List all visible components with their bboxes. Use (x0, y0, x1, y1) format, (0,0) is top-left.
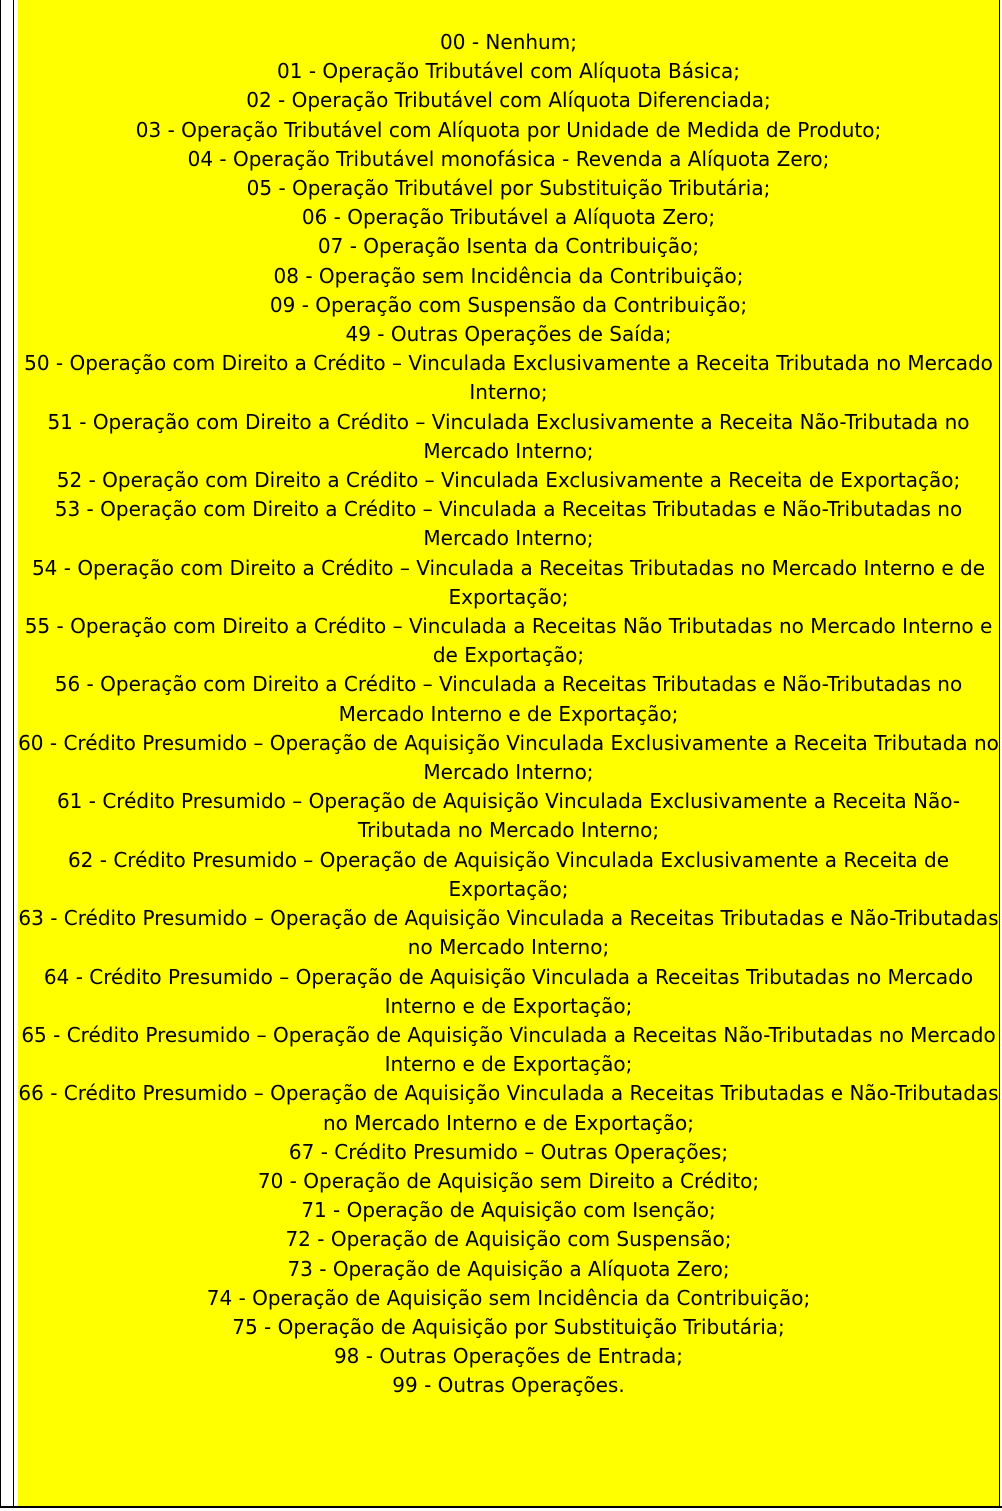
code-list-item: 98 - Outras Operações de Entrada; (333, 1344, 684, 1369)
code-list-item: 04 - Operação Tributável monofásica - Revenda a Alíquota Zero; (187, 146, 830, 171)
left-border (0, 0, 1, 1506)
code-list-item: 53 - Operação com Direito a Crédito – Vinculada a Receitas Tributadas e Não-Tributadas no Mercado Interno; (54, 497, 963, 551)
code-list-item: 51 - Operação com Direito a Crédito – Vinculada Exclusivamente a Receita Não-Tributada no Mercado Interno; (47, 409, 970, 463)
bottom-border (0, 1506, 1002, 1508)
code-list-item: 62 - Crédito Presumido – Operação de Aquisição Vinculada Exclusivamente a Receita de Exportação; (67, 847, 950, 901)
code-list-item: 75 - Operação de Aquisição por Substituição Tributária; (232, 1314, 785, 1339)
code-list-item: 56 - Operação com Direito a Crédito – Vinculada a Receitas Tributadas e Não-Tributadas no Mercado Interno e de Exportação; (54, 672, 963, 726)
code-list-item: 00 - Nenhum; (440, 30, 577, 54)
code-list-item: 72 - Operação de Aquisição com Suspensão; (285, 1227, 732, 1252)
code-list-item: 08 - Operação sem Incidência da Contribuição; (273, 263, 744, 288)
code-list-item: 73 - Operação de Aquisição a Alíquota Zero; (287, 1256, 730, 1281)
code-list-item: 54 - Operação com Direito a Crédito – Vinculada a Receitas Tributadas no Mercado Interno e de Exportação; (31, 555, 986, 609)
code-list-item: 01 - Operação Tributável com Alíquota Básica; (277, 59, 740, 84)
code-list-item: 50 - Operação com Direito a Crédito – Vinculada Exclusivamente a Receita Tributada no Mercado Interno; (24, 351, 993, 405)
code-list-item: 74 - Operação de Aquisição sem Incidência da Contribuição; (206, 1285, 811, 1310)
code-list-item: 02 - Operação Tributável com Alíquota Diferenciada; (246, 88, 771, 113)
code-list-item: 05 - Operação Tributável por Substituição Tributária; (246, 176, 771, 201)
code-list-item: 99 - Outras Operações. (392, 1373, 625, 1398)
column-divider (13, 0, 14, 1506)
code-list-item: 67 - Crédito Presumido – Outras Operações; (288, 1139, 729, 1164)
code-list-item: 66 - Crédito Presumido – Operação de Aquisição Vinculada a Receitas Tributadas e Não-Tributadas no Mercado Interno e de Exportação; (18, 1081, 999, 1135)
code-list-item: 60 - Crédito Presumido – Operação de Aquisição Vinculada Exclusivamente a Receita Tributada no Mercado Interno; (18, 730, 999, 785)
code-list-item: 65 - Crédito Presumido – Operação de Aquisição Vinculada a Receitas Não-Tributadas no Mercado Interno e de Exportação; (21, 1022, 996, 1077)
code-list-item: 70 - Operação de Aquisição sem Direito a Crédito; (257, 1168, 760, 1193)
code-list-item: 71 - Operação de Aquisição com Isenção; (301, 1198, 716, 1223)
code-list-item: 03 - Operação Tributável com Alíquota por Unidade de Medida de Produto; (135, 117, 882, 142)
cst-code-list (18, 0, 999, 1401)
code-list-item: 06 - Operação Tributável a Alíquota Zero; (301, 205, 716, 230)
code-list-item: 64 - Crédito Presumido – Operação de Aquisição Vinculada a Receitas Tributadas no Mercado Interno e de Exportação; (43, 964, 974, 1018)
code-list-item: 55 - Operação com Direito a Crédito – Vinculada a Receitas Não Tributadas no Mercado Interno e de Exportação; (24, 614, 993, 668)
code-list-item: 63 - Crédito Presumido – Operação de Aquisição Vinculada a Receitas Tributadas e Não-Tributadas no Mercado Interno; (18, 906, 999, 960)
code-list-item: 52 - Operação com Direito a Crédito – Vinculada Exclusivamente a Receita de Exportação; (56, 468, 961, 493)
highlighted-cell (18, 0, 1000, 1506)
code-list-item: 09 - Operação com Suspensão da Contribuição; (269, 292, 748, 317)
code-list-item: 49 - Outras Operações de Saída; (345, 322, 672, 347)
code-list-item: 61 - Crédito Presumido – Operação de Aquisição Vinculada Exclusivamente a Receita Não-Tributada no Mercado Interno; (56, 789, 961, 843)
code-list-item: 07 - Operação Isenta da Contribuição; (317, 234, 700, 259)
